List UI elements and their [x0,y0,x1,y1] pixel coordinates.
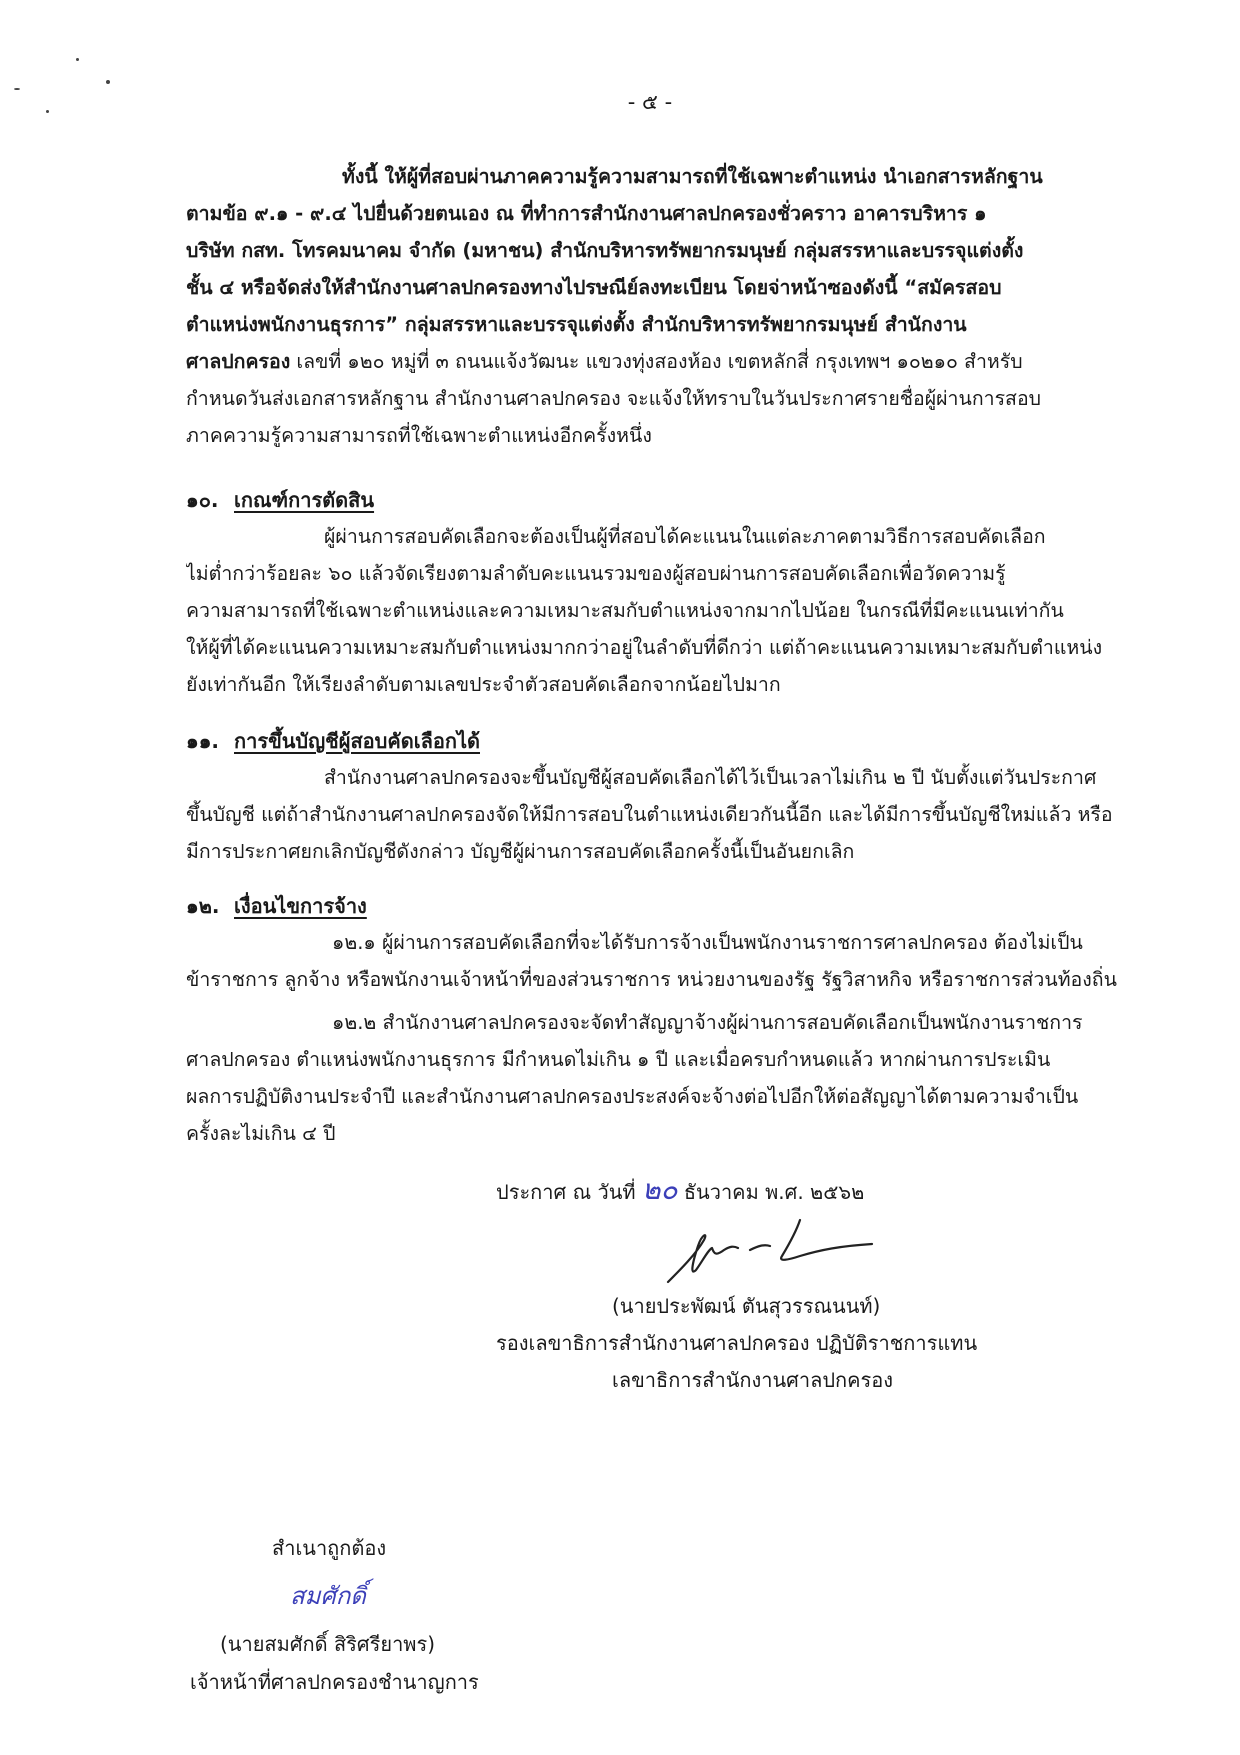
section-number: ๑๒. [186,894,220,918]
section-title: เกณฑ์การตัดสิน [234,488,375,512]
signatory-name: (นายประพัฒน์ ตันสุวรรณนนท์) [612,1294,881,1318]
body-line: ผลการปฏิบัติงานประจำปี และสำนักงานศาลปกครองประสงค์จะจ้างต่อไปอีกให้ต่อสัญญาได้ตามความจำเป็น [186,1085,1079,1108]
body-line: ให้ผู้ที่ได้คะแนนความเหมาะสมกับตำแหน่งมากกว่าอยู่ในลำดับที่ดีกว่า แต่ถ้าคะแนนความเหมาะสมกับตำแหน่ง [186,636,1103,659]
announcement-date [496,1168,864,1212]
intro-line: ชั้น ๔ หรือจัดส่งให้สำนักงานศาลปกครองทางไปรษณีย์ลงทะเบียน โดยจ่าหน้าซองดังนี้ “สมัครสอบ [186,276,1002,299]
section-11-body [186,759,1122,870]
scan-speck [46,110,49,113]
signatory-position: รองเลขาธิการสำนักงานศาลปกครอง ปฏิบัติราชการแทน [496,1331,978,1355]
scan-speck [106,80,110,84]
body-line: ผู้ผ่านการสอบคัดเลือกจะต้องเป็นผู้ที่สอบได้คะแนนในแต่ละภาคตามวิธีการสอบคัดเลือก [324,525,1046,548]
body-line: สำนักงานศาลปกครองจะขึ้นบัญชีผู้สอบคัดเลือกได้ไว้เป็นเวลาไม่เกิน ๒ ปี นับตั้งแต่วันประกาศ [324,766,1097,789]
intro-line: ทั้งนี้ ให้ผู้ที่สอบผ่านภาคความรู้ความสามารถที่ใช้เฉพาะตำแหน่ง นำเอกสารหลักฐาน [342,165,1043,188]
body-line: ศาลปกครอง ตำแหน่งพนักงานธุรการ มีกำหนดไม่เกิน ๑ ปี และเมื่อครบกำหนดแล้ว หากผ่านการประเมิน [186,1048,1051,1071]
scan-speck [14,88,20,90]
intro-line: บริษัท กสท. โทรคมนาคม จำกัด (มหาชน) สำนักบริหารทรัพยากรมนุษย์ กลุ่มสรรหาและบรรจุแต่งตั้ง [186,239,1024,262]
intro-paragraph [186,158,1122,454]
intro-line: กำหนดวันส่งเอกสารหลักฐาน สำนักงานศาลปกครอง จะแจ้งให้ทราบในวันประกาศรายชื่อผู้ผ่านการสอบ [186,387,1042,410]
intro-address: เลขที่ ๑๒๐ หมู่ที่ ๓ ถนนแจ้งวัฒนะ แขวงทุ่งสองห้อง เขตหลักสี่ กรุงเทพฯ ๑๐๒๑๐ สำหรับ [290,350,1023,373]
section-12-item-2 [186,1004,1122,1152]
certifier-name: (นายสมศักดิ์ สิริศรียาพร) [220,1632,436,1656]
section-number: ๑๐. [186,488,219,512]
body-line: ไม่ต่ำกว่าร้อยละ ๖๐ แล้วจัดเรียงตามลำดับคะแนนรวมของผู้สอบผ่านการสอบคัดเลือกเพื่อวัดความรู้ [186,562,1006,585]
section-number: ๑๑. [186,729,219,753]
certifier-position: เจ้าหน้าที่ศาลปกครองชำนาญการ [190,1670,479,1694]
announcement-prefix: ประกาศ ณ วันที่ [496,1180,636,1204]
certifier-handwritten-signature: สมศักดิ์ [290,1582,366,1610]
intro-line: ตามข้อ ๙.๑ - ๙.๔ ไปยื่นด้วยตนเอง ณ ที่ทำการสำนักงานศาลปกครองชั่วคราว อาคารบริหาร ๑ [186,202,987,225]
signatory-position-2: เลขาธิการสำนักงานศาลปกครอง [612,1368,894,1392]
intro-line: ภาคความรู้ความสามารถที่ใช้เฉพาะตำแหน่งอีกครั้งหนึ่ง [186,424,652,447]
section-title: เงื่อนไขการจ้าง [234,894,367,918]
section-11-heading [186,725,480,757]
page-number: - ๕ - [627,90,673,114]
certified-copy-label: สำเนาถูกต้อง [272,1536,387,1560]
section-title: การขึ้นบัญชีผู้สอบคัดเลือกได้ [234,729,480,753]
body-line: ข้าราชการ ลูกจ้าง หรือพนักงานเจ้าหน้าที่ของส่วนราชการ หน่วยงานของรัฐ รัฐวิสาหกิจ หรือราชการส่วนท้องถิ่น [186,968,1117,991]
intro-court-name: ศาลปกครอง [186,350,291,373]
section-12-item-1 [186,924,1122,998]
section-10-heading [186,484,374,516]
body-line: ยังเท่ากันอีก ให้เรียงลำดับตามเลขประจำตัวสอบคัดเลือกจากน้อยไปมาก [186,673,781,696]
body-line: ครั้งละไม่เกิน ๔ ปี [186,1122,336,1145]
scan-speck [76,58,79,61]
intro-line [186,343,1122,380]
announcement-month-year: ธันวาคม พ.ศ. ๒๕๖๒ [683,1180,865,1204]
announcement-day-handwritten: ๒๐ [641,1173,678,1206]
body-line: ๑๒.๑ ผู้ผ่านการสอบคัดเลือกที่จะได้รับการจ้างเป็นพนักงานราชการศาลปกครอง ต้องไม่เป็น [332,931,1083,954]
body-line: มีการประกาศยกเลิกบัญชีดังกล่าว บัญชีผู้ผ่านการสอบคัดเลือกครั้งนี้เป็นอันยกเลิก [186,840,855,863]
section-10-body [186,518,1122,703]
signature-image [650,1210,890,1290]
body-line: ความสามารถที่ใช้เฉพาะตำแหน่งและความเหมาะสมกับตำแหน่งจากมากไปน้อย ในกรณีที่มีคะแนนเท่ากัน [186,599,1064,622]
intro-line: ตำแหน่งพนักงานธุรการ” กลุ่มสรรหาและบรรจุแต่งตั้ง สำนักบริหารทรัพยากรมนุษย์ สำนักงาน [186,313,967,336]
body-line: ๑๒.๒ สำนักงานศาลปกครองจะจัดทำสัญญาจ้างผู้ผ่านการสอบคัดเลือกเป็นพนักงานราชการ [332,1011,1083,1034]
section-12-heading [186,890,367,922]
body-line: ขึ้นบัญชี แต่ถ้าสำนักงานศาลปกครองจัดให้มีการสอบในตำแหน่งเดียวกันนี้อีก และได้มีการขึ้นบัญชีใหม่แล้ว หรือ [186,803,1113,826]
